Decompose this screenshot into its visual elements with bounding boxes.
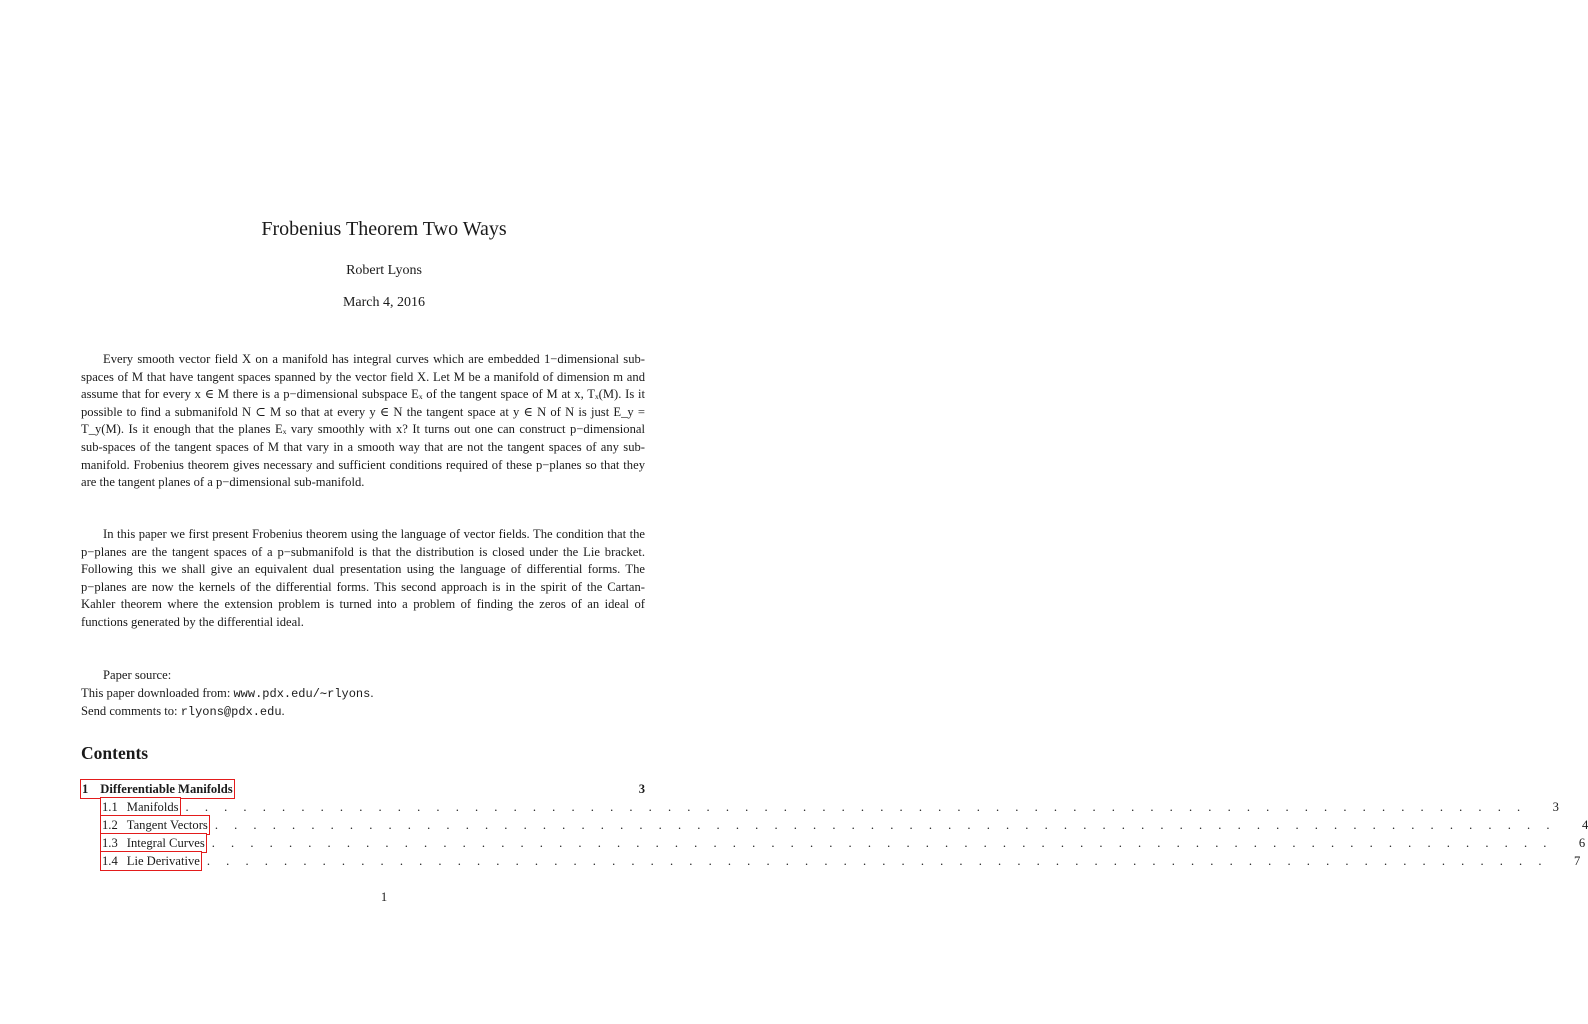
paper-title: Frobenius Theorem Two Ways <box>261 218 507 240</box>
toc-link[interactable] <box>101 852 201 870</box>
toc-entry-page: 3 <box>1552 800 1559 814</box>
toc-entry-number: 1.3 <box>102 836 118 850</box>
comments-email[interactable]: rlyons@pdx.edu <box>180 705 282 720</box>
paper-source-label: Paper source: <box>103 668 172 682</box>
toc-entry <box>81 816 1588 834</box>
toc-link[interactable] <box>101 834 206 852</box>
toc-entry-number: 1.1 <box>102 800 118 814</box>
paper-date: March 4, 2016 <box>342 295 426 310</box>
download-line <box>81 685 374 704</box>
comments-suffix: . <box>281 704 285 719</box>
abstract-paragraph-2 <box>81 526 645 632</box>
toc-entry <box>81 780 645 798</box>
paper-source-block <box>81 667 374 722</box>
toc-entry-number: 1.2 <box>102 818 118 832</box>
toc-dot-leader: . . . . . . . . . . . . . . . . . . . . . . . . . . . . . . . . . . . . . . . . . . . . . . . . . . . . . . . . . . . . . . . . . . . . . . <box>185 800 1527 814</box>
toc-entry-page: 6 <box>1578 836 1586 850</box>
abstract-paragraph-2-text: In this paper we first present Frobenius theorem using the language of vector fields. The condition that the p−planes are the tangent spaces of a p−submanifold is that the distribution is closed under the Lie bracket. Following this we shall give an equivalent dual presentation using the language of differential forms. The p−planes are now the kernels of the differential forms. This second approach is in the spirit of the Cartan-Kahler theorem where the extension problem is turned into a problem of finding the zeros of an ideal of functions generated by the differential ideal. <box>81 527 645 629</box>
toc-entry-number: 1.4 <box>102 854 118 868</box>
contents-heading: Contents <box>81 743 149 763</box>
toc-dot-leader: . . . . . . . . . . . . . . . . . . . . . . . . . . . . . . . . . . . . . . . . . . . . . . . . . . . . . . . . . . . . . . . . . . . . . . <box>211 836 1553 850</box>
toc-dot-leader: . . . . . . . . . . . . . . . . . . . . . . . . . . . . . . . . . . . . . . . . . . . . . . . . . . . . . . . . . . . . . . . . . . . . . . <box>206 854 1548 868</box>
table-of-contents <box>81 780 1588 870</box>
toc-entry-page: 7 <box>1573 854 1581 868</box>
comments-prefix: Send comments to: <box>81 704 181 719</box>
toc-entry-title: Tangent Vectors <box>126 818 208 832</box>
toc-entry <box>81 798 1559 816</box>
toc-entry-title: Integral Curves <box>126 836 205 850</box>
download-prefix: This paper downloaded from: <box>81 685 234 700</box>
toc-link[interactable] <box>101 798 180 816</box>
toc-entry-title: Lie Derivative <box>126 854 200 868</box>
abstract-paragraph-1 <box>81 351 645 492</box>
download-url[interactable]: www.pdx.edu/∼rlyons <box>233 686 371 701</box>
toc-entry-number: 1 <box>82 782 89 796</box>
paper-author: Robert Lyons <box>346 263 422 278</box>
toc-entry <box>81 834 1586 852</box>
toc-entry-title: Differentiable Manifolds <box>100 782 233 796</box>
toc-dot-leader: . . . . . . . . . . . . . . . . . . . . . . . . . . . . . . . . . . . . . . . . . . . . . . . . . . . . . . . . . . . . . . . . . . . . . . <box>214 818 1556 832</box>
comments-line <box>81 703 374 722</box>
toc-entry-title: Manifolds <box>126 800 179 814</box>
toc-link[interactable] <box>101 816 209 834</box>
toc-entry-page: 3 <box>638 782 645 796</box>
toc-link[interactable] <box>81 780 234 798</box>
toc-entry-page: 4 <box>1581 818 1588 832</box>
download-suffix: . <box>370 685 374 700</box>
page-number: 1 <box>380 890 388 904</box>
abstract-paragraph-1-text: Every smooth vector field X on a manifold has integral curves which are embedded 1−dimensional sub-spaces of M that have tangent spaces spanned by the vector field X. Let M be a manifold of dimension m and assume that for every x ∈ M there is a p−dimensional subspace Eₓ of the tangent space of M at x, Tₓ(M). Is it possible to find a submanifold N ⊂ M so that at every y ∈ N the tangent space at y ∈ N of N is just E_y = T_y(M). Is it enough that the planes Eₓ vary smoothly with x? It turns out one can construct p−dimensional sub-spaces of the tangent spaces of M that vary in a smooth way that are not the tangent spaces of any sub-manifold. Frobenius theorem gives necessary and sufficient conditions required of these p−planes so that they are the tangent planes of a p−dimensional sub-manifold. <box>81 352 645 490</box>
toc-entry <box>81 852 1581 870</box>
